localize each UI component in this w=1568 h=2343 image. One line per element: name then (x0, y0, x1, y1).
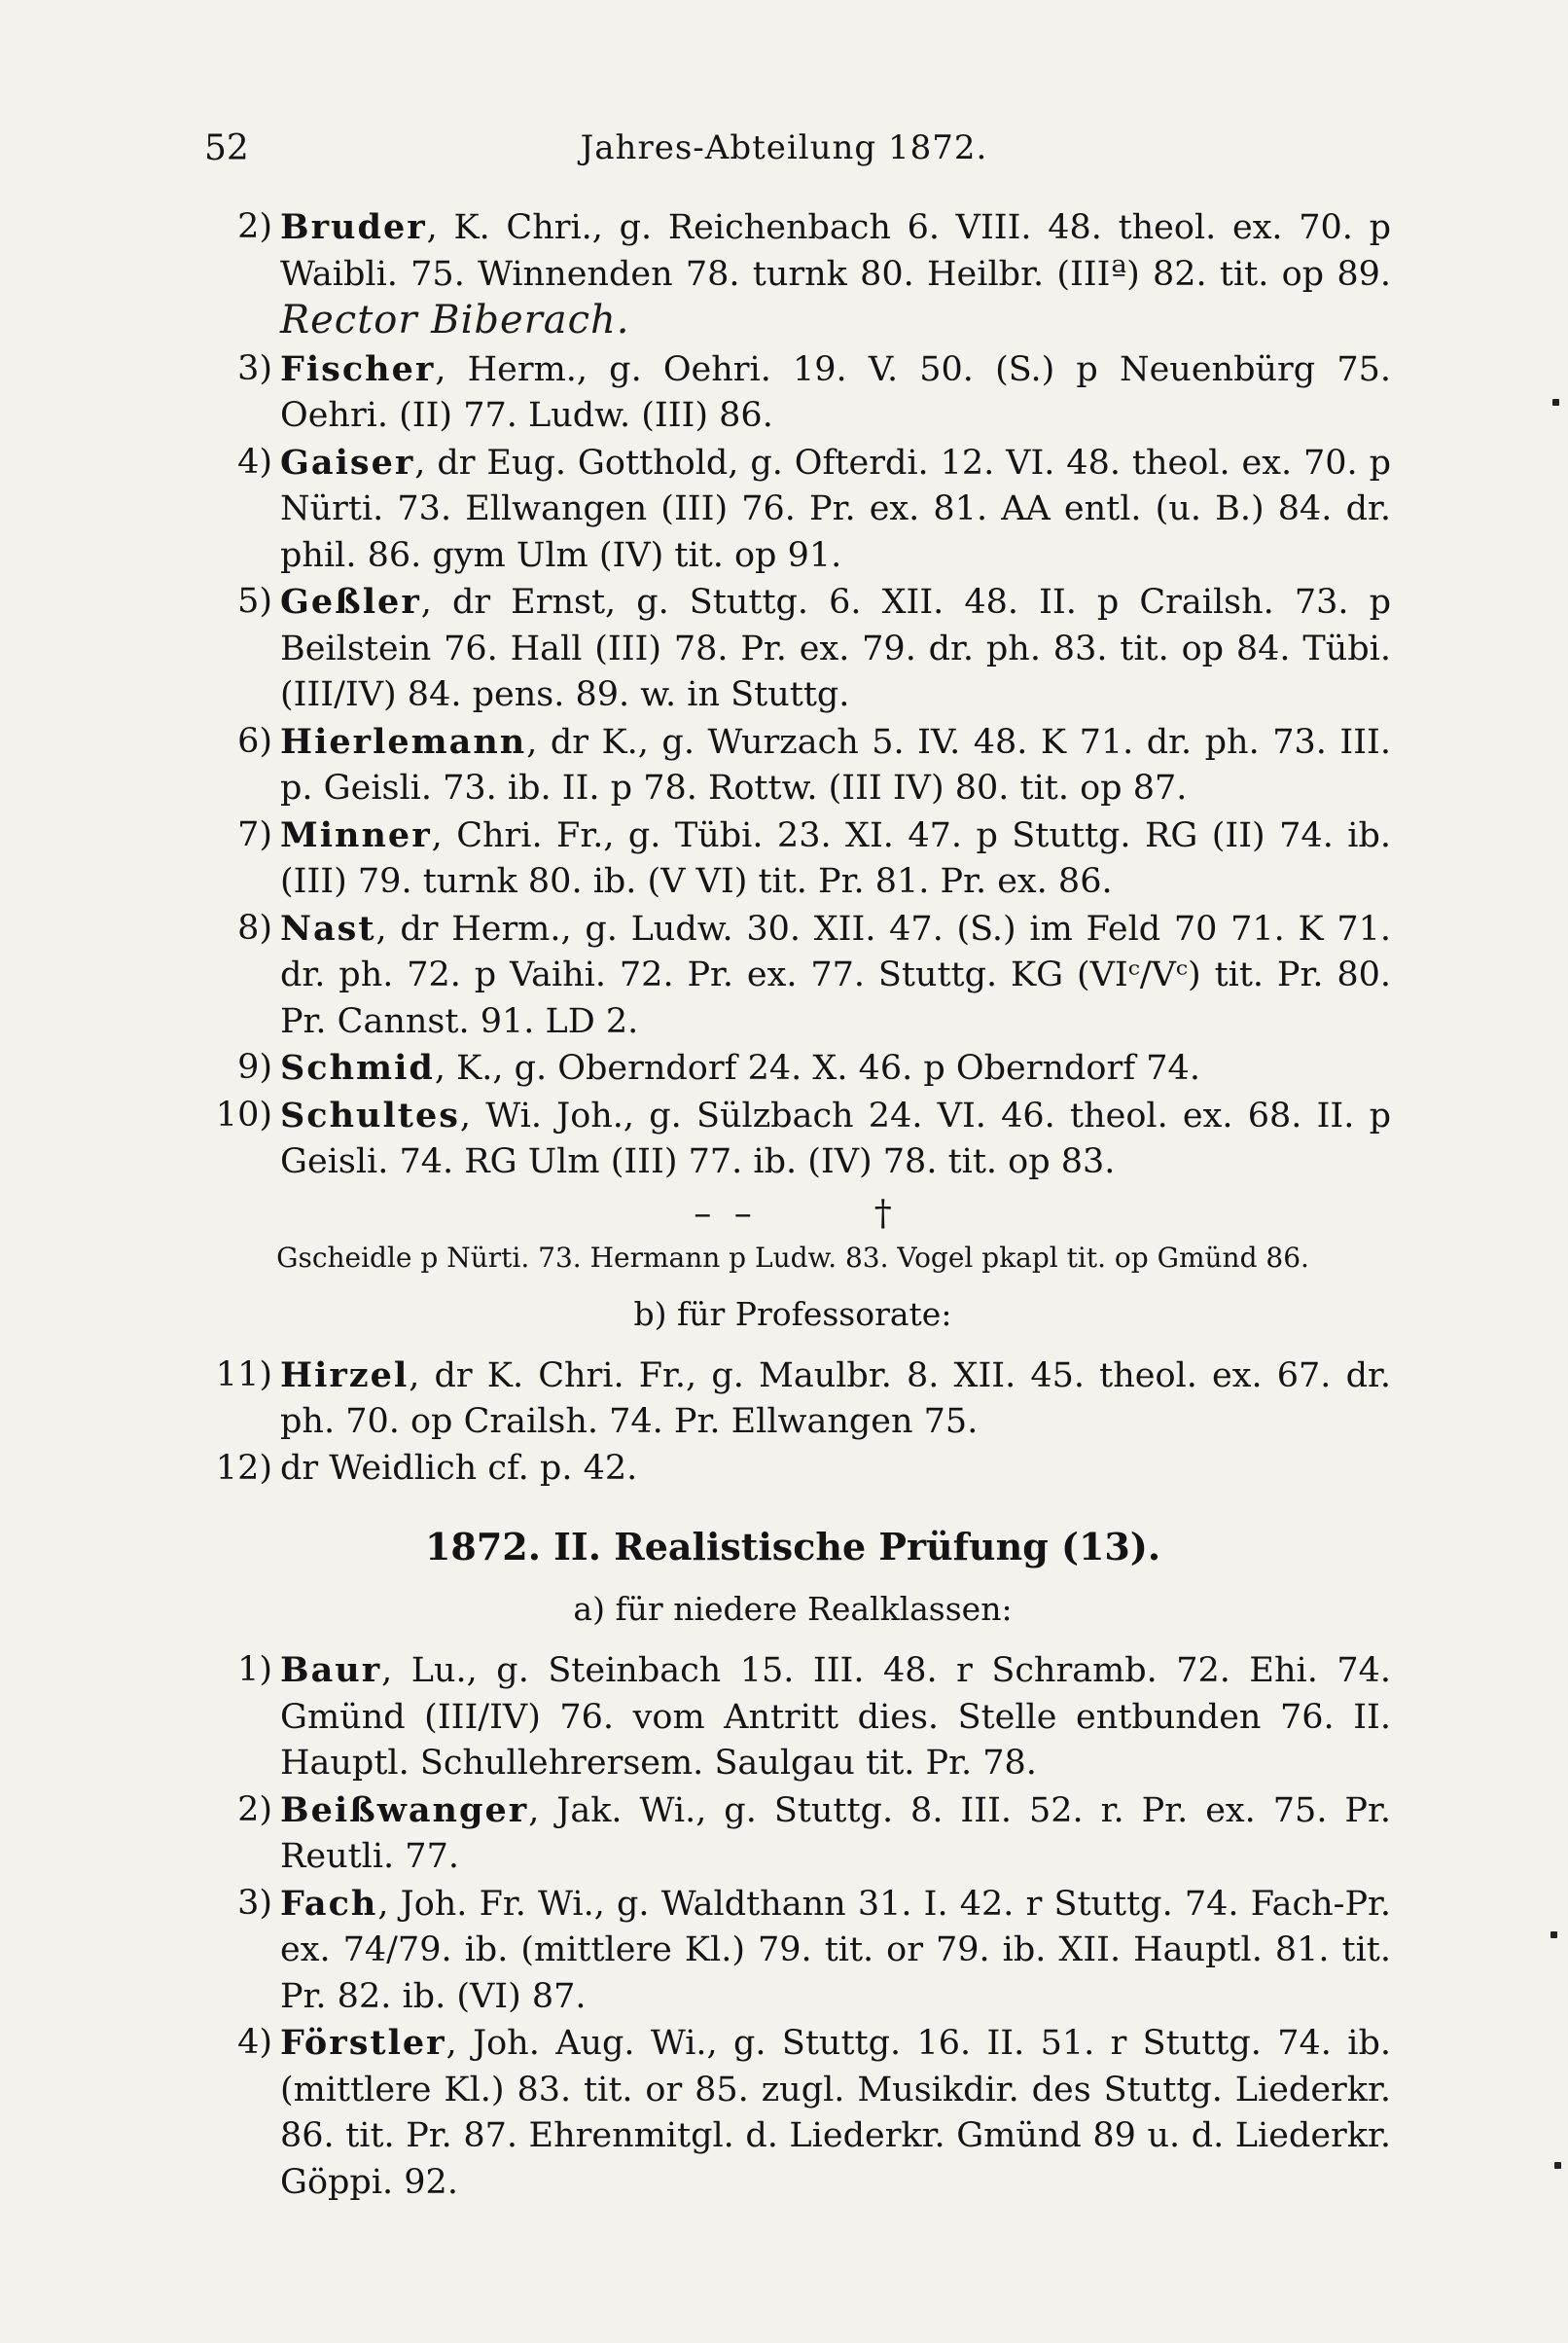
entry-name: Nast (280, 908, 376, 949)
entry-text: , Jak. Wi., g. Stuttg. 8. III. 52. r. Pr. ex. 75. Pr. Reutli. 77. (280, 1790, 1391, 1876)
entry-2 (195, 204, 1391, 346)
section-title: 1872. II. Realistische Prüfung (13). (424, 1525, 1161, 1568)
entry-name: Hierlemann (280, 721, 527, 762)
entry-text: , Lu., g. Steinbach 15. III. 48. r Schramb. 72. Ehi. 74. Gmünd (III/IV) 76. vom Antritt dies. Stelle entbunden 76. II. Hauptl. Schullehrersem. Saulgau tit. Pr. 78. (280, 1651, 1391, 1783)
running-head: Jahres-Abteilung 1872. (580, 128, 988, 167)
cross-symbol: † (873, 1193, 892, 1234)
entry-5 (195, 579, 1391, 719)
entry-number: 7) (237, 814, 272, 854)
page-number: 52 (204, 128, 249, 168)
entry-number: 3) (237, 1883, 272, 1923)
entry-number: 5) (237, 582, 272, 621)
entry-10 (195, 1093, 1391, 1186)
entry-12 (195, 1446, 1391, 1493)
entry-name: Minner (280, 814, 432, 855)
entry-text: , K. Chri., g. Reichenbach 6. VIII. 48. theol. ex. 70. p Waibli. 75. Winnenden 78. turnk 80. Heilbr. (IIIª) 82. tit. op 89. (280, 208, 1391, 294)
entry-11 (195, 1352, 1391, 1446)
entry-9 (195, 1045, 1391, 1093)
subhead-professorate: b) für Professorate: (633, 1294, 952, 1333)
entry-name: Gaiser (280, 442, 415, 483)
entry-text: , K., g. Oberndorf 24. X. 46. p Oberndorf 74. (434, 1049, 1200, 1088)
entry-name: Fischer (280, 348, 436, 389)
entry-6 (195, 719, 1391, 812)
margin-speck (1550, 1931, 1557, 1938)
entry-name: Bruder (280, 207, 427, 247)
entry-number: 8) (237, 908, 272, 948)
entry-text: , Herm., g. Oehri. 19. V. 50. (S.) p Neuenbürg 75. Oehri. (II) 77. Ludw. (III) 86. (280, 349, 1391, 435)
entry-name: Baur (280, 1650, 382, 1690)
entry-r2 (195, 1787, 1391, 1881)
entry-name: Förstler (280, 2023, 446, 2063)
entry-4 (195, 440, 1391, 580)
entry-name: Geßler (280, 582, 421, 622)
entry-text: , dr K., g. Wurzach 5. IV. 48. K 71. dr. ph. 73. III. p. Geisli. 73. ib. II. p 78. Rottw. (III IV) 80. tit. op 87. (280, 722, 1391, 808)
entry-text: , Joh. Aug. Wi., g. Stuttg. 16. II. 51. r Stuttg. 74. ib. (mittlere Kl.) 83. tit. or 85. zugl. Musikdir. des Stuttg. Liederkr. 86. tit. Pr. 87. Ehrenmitgl. d. Liederkr. Gmünd 89 u. d. Liederkr. Göppi. 92. (280, 2024, 1391, 2202)
entry-r1 (195, 1647, 1391, 1787)
entry-number: 4) (237, 2023, 272, 2062)
entry-number: 2) (237, 207, 272, 246)
entry-text: , dr Ernst, g. Stuttg. 6. XII. 48. II. p Crailsh. 73. p Beilstein 76. Hall (III) 78. Pr. ex. 79. dr. ph. 83. tit. op 84. Tübi. (III/IV) 84. pens. 89. w. in Stuttg. (280, 583, 1391, 714)
entry-r4 (195, 2020, 1391, 2206)
divider-dash: – – (694, 1193, 758, 1234)
entry-text: , Chri. Fr., g. Tübi. 23. XI. 47. p Stuttg. RG (II) 74. ib. (III) 79. turnk 80. ib. (V VI) tit. Pr. 81. Pr. ex. 86. (280, 815, 1391, 901)
handwritten-annotation: Rector Biberach. (280, 298, 630, 342)
entry-number: 12) (215, 1448, 272, 1488)
entry-number: 10) (215, 1095, 272, 1135)
entry-name: Beißwanger (280, 1789, 529, 1830)
entries-container (195, 204, 1391, 2206)
entry-text: , dr Eug. Gotthold, g. Ofterdi. 12. VI. 48. theol. ex. 70. p Nürti. 73. Ellwangen (III) 76. Pr. ex. 81. AA entl. (u. B.) 84. dr. phil. 86. gym Ulm (IV) tit. op 91. (280, 443, 1391, 575)
entry-name: Schultes (280, 1095, 460, 1135)
entry-name: Hirzel (280, 1354, 410, 1395)
entry-text: , dr Herm., g. Ludw. 30. XII. 47. (S.) im Feld 70 71. K 71. dr. ph. 72. p Vaihi. 72. Pr. ex. 77. Stuttg. KG (VIᶜ/Vᶜ) tit. Pr. 80. Pr. Cannst. 91. LD 2. (280, 909, 1391, 1041)
entry-number: 4) (237, 442, 272, 482)
entry-number: 9) (237, 1048, 272, 1087)
entry-8 (195, 906, 1391, 1046)
margin-speck (1552, 399, 1559, 406)
entry-name: Schmid (280, 1048, 435, 1088)
entry-number: 11) (215, 1354, 272, 1394)
entry-text: , Joh. Fr. Wi., g. Waldthann 31. I. 42. r Stuttg. 74. Fach-Pr. ex. 74/79. ib. (mittlere Kl.) 79. tit. or 79. ib. XII. Hauptl. 81. tit. Pr. 82. ib. (VI) 87. (280, 1884, 1391, 2016)
entry-3 (195, 346, 1391, 440)
entry-text: , dr K. Chri. Fr., g. Maulbr. 8. XII. 45. theol. ex. 67. dr. ph. 70. op Crailsh. 74. Pr. Ellwangen 75. (280, 1355, 1391, 1441)
entry-text: , Wi. Joh., g. Sülzbach 24. VI. 46. theol. ex. 68. II. p Geisli. 74. RG Ulm (III) 77. ib. (IV) 78. tit. op 83. (280, 1096, 1391, 1181)
entry-number: 2) (237, 1789, 272, 1829)
subhead-realklassen: a) für niedere Realklassen: (573, 1590, 1013, 1628)
margin-speck (1554, 2162, 1561, 2169)
entry-number: 3) (237, 348, 272, 388)
entry-number: 1) (237, 1650, 272, 1689)
entry-r3 (195, 1881, 1391, 2021)
entry-number: 6) (237, 721, 272, 761)
entry-text: dr Weidlich cf. p. 42. (280, 1448, 638, 1488)
section-divider (195, 1194, 1391, 1234)
entry-7 (195, 812, 1391, 906)
entry-name: Fach (280, 1883, 378, 1924)
deceased-line: Gscheidle p Nürti. 73. Hermann p Ludw. 83. Vogel pkapl tit. op Gmünd 86. (276, 1241, 1309, 1274)
